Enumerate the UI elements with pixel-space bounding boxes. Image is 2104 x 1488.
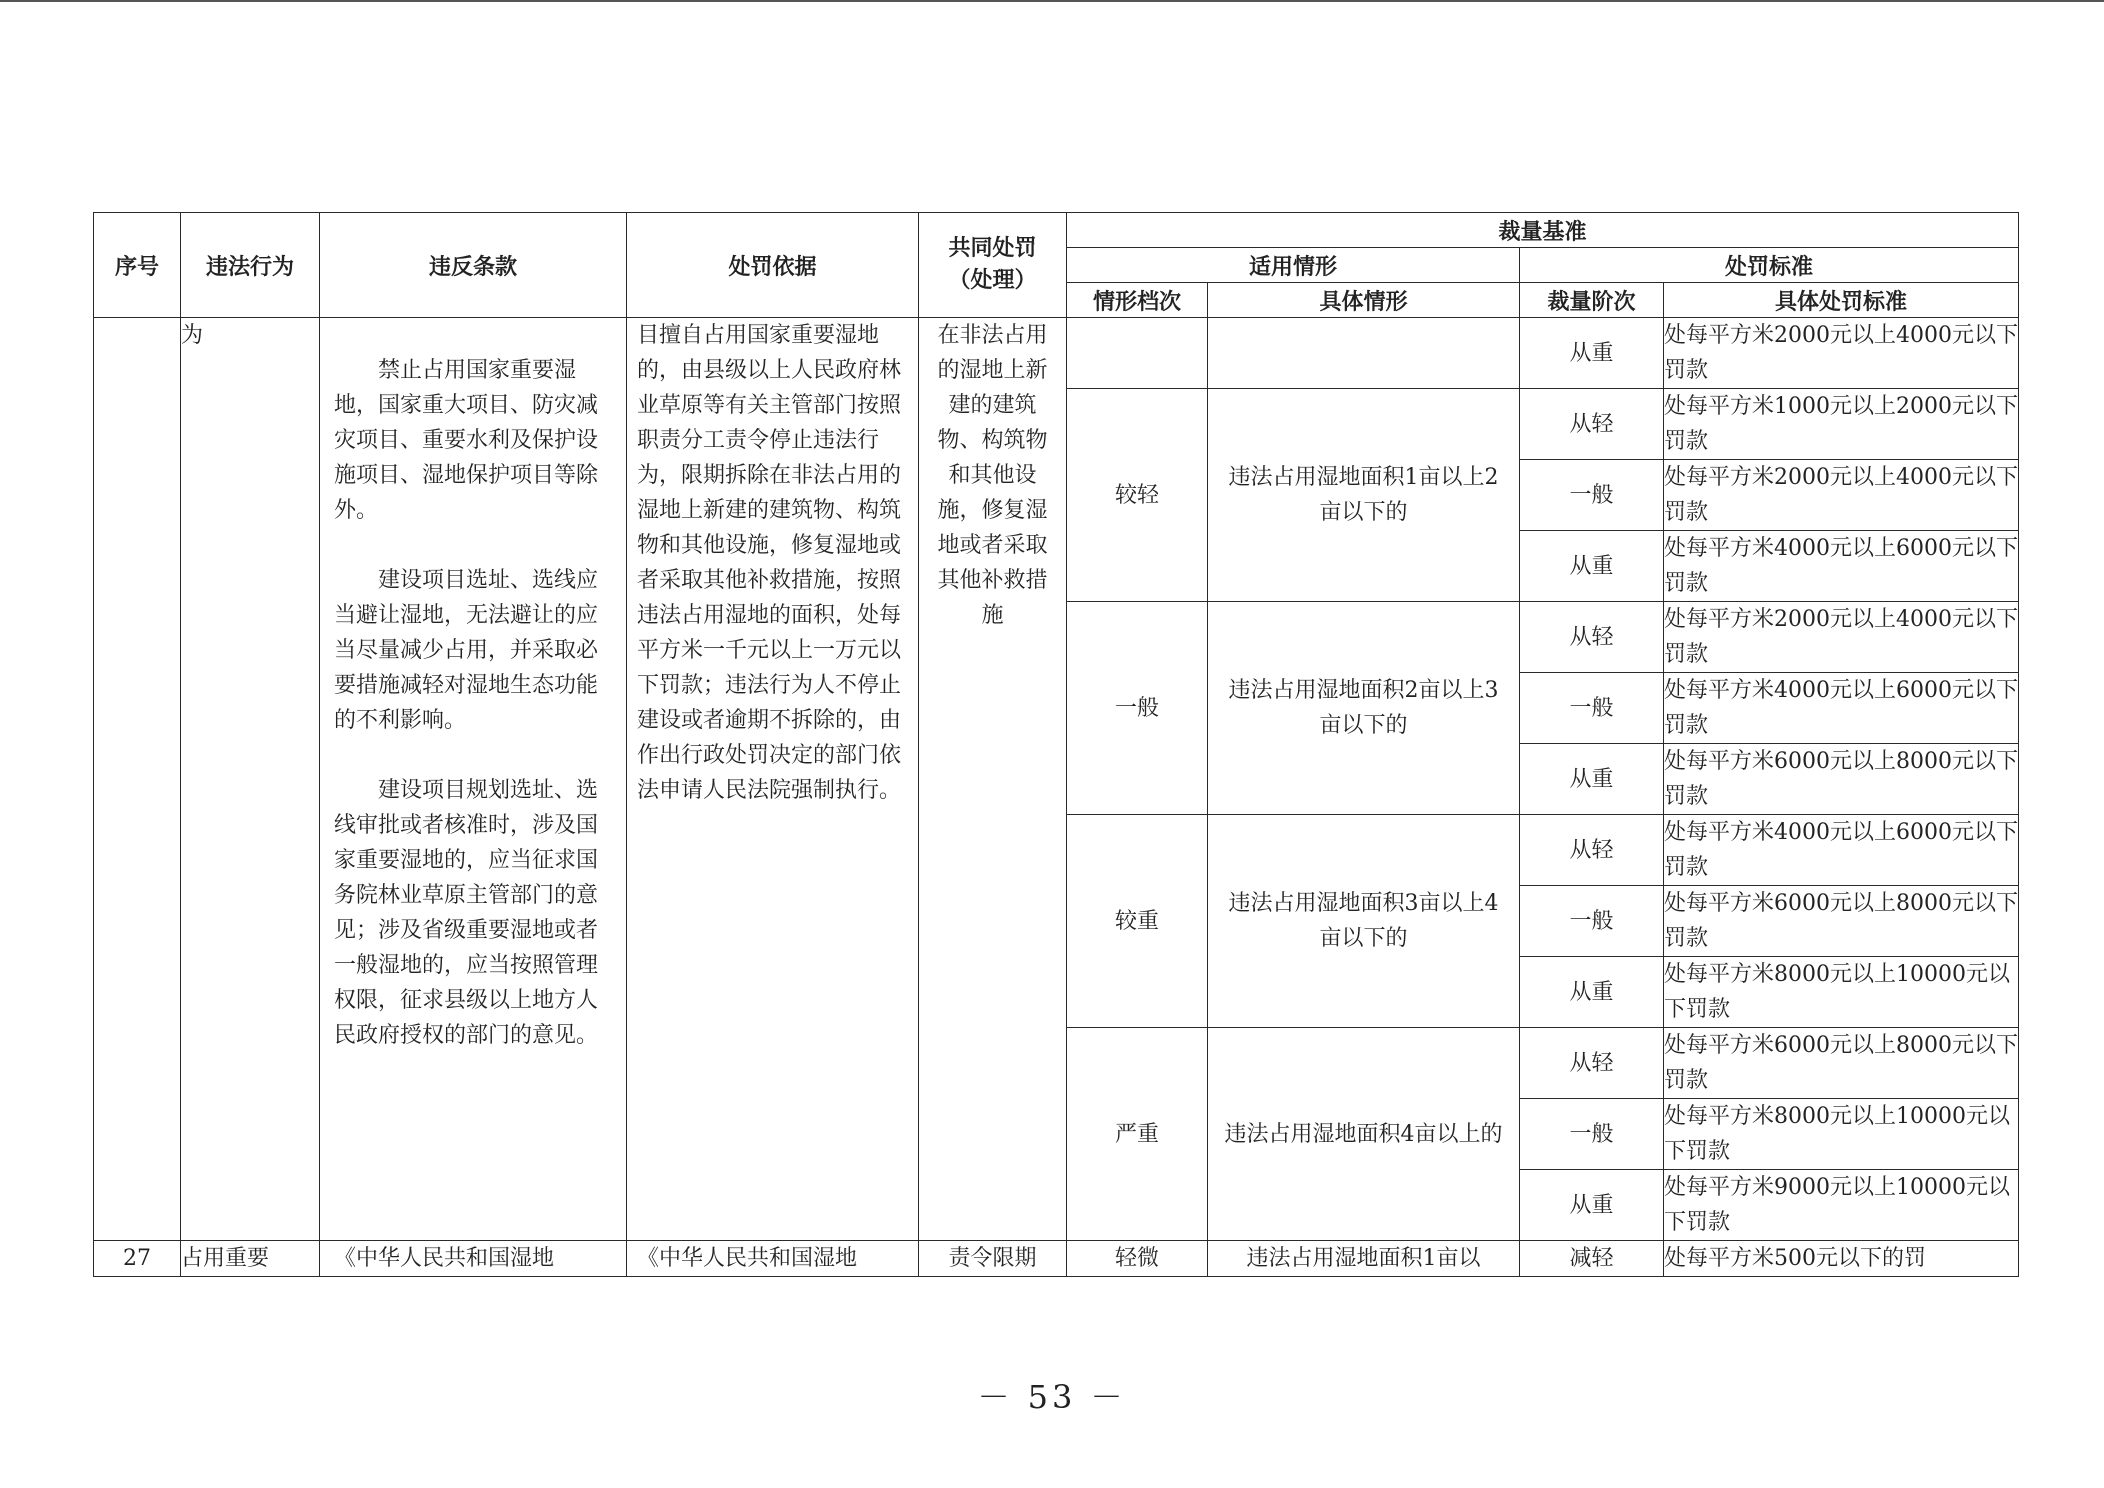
cell-penalty: 处每平方米8000元以上10000元以下罚款 xyxy=(1664,957,2019,1028)
cell-penalty: 处每平方米4000元以上6000元以下罚款 xyxy=(1664,531,2019,602)
cell-degree: 从重 xyxy=(1520,744,1664,815)
cell-situation: 违法占用湿地面积3亩以上4亩以下的 xyxy=(1208,815,1520,1028)
cell-penalty: 处每平方米1000元以上2000元以下罚款 xyxy=(1664,389,2019,460)
cell-penalty: 处每平方米2000元以上4000元以下罚款 xyxy=(1664,318,2019,389)
header-clause: 违反条款 xyxy=(320,213,627,318)
cell-degree: 一般 xyxy=(1520,1099,1664,1170)
clause-paragraph: 建设项目规划选址、选线审批或者核准时，涉及国家重要湿地的，应当征求国务院林业草原主管部门的意见；涉及省级重要湿地或者一般湿地的，应当按照管理权限，征求县级以上地方人民政府授权的部门的意见。 xyxy=(334,778,599,1048)
cell-level: 严重 xyxy=(1067,1028,1208,1241)
cell-degree-27: 减轻 xyxy=(1520,1241,1664,1277)
header-degree: 裁量阶次 xyxy=(1520,283,1664,318)
cell-situation: 违法占用湿地面积4亩以上的 xyxy=(1208,1028,1520,1241)
cell-penalty: 处每平方米8000元以上10000元以下罚款 xyxy=(1664,1099,2019,1170)
header-penalty: 具体处罚标准 xyxy=(1664,283,2019,318)
cell-penalty: 处每平方米4000元以上6000元以下罚款 xyxy=(1664,815,2019,886)
cell-degree: 一般 xyxy=(1520,886,1664,957)
cell-penalty: 处每平方米2000元以上4000元以下罚款 xyxy=(1664,460,2019,531)
cell-penalty: 处每平方米4000元以上6000元以下罚款 xyxy=(1664,673,2019,744)
cell-degree: 一般 xyxy=(1520,460,1664,531)
clause-paragraph: 建设项目选址、选线应当避让湿地，无法避让的应当尽量减少占用，并采取必要措施减轻对湿地生态功能的不利影响。 xyxy=(334,568,599,733)
cell-penalty: 处每平方米9000元以上10000元以下罚款 xyxy=(1664,1170,2019,1241)
cell-degree: 从轻 xyxy=(1520,602,1664,673)
cell-seq-26 xyxy=(94,318,181,1241)
cell-degree: 从轻 xyxy=(1520,389,1664,460)
header-act: 违法行为 xyxy=(181,213,320,318)
cell-joint-27: 责令限期 xyxy=(919,1241,1067,1277)
cell-penalty: 处每平方米6000元以上8000元以下罚款 xyxy=(1664,1028,2019,1099)
cell-level-empty xyxy=(1067,318,1208,389)
cell-degree: 从重 xyxy=(1520,1170,1664,1241)
cell-situation: 违法占用湿地面积2亩以上3亩以下的 xyxy=(1208,602,1520,815)
cell-degree: 从重 xyxy=(1520,531,1664,602)
cell-act-27: 占用重要 xyxy=(181,1241,320,1277)
header-basis: 处罚依据 xyxy=(627,213,919,318)
header-standard: 处罚标准 xyxy=(1520,248,2019,283)
cell-level: 较轻 xyxy=(1067,389,1208,602)
page-number: － 53 － xyxy=(977,1378,1127,1416)
cell-situation-27: 违法占用湿地面积1亩以 xyxy=(1208,1241,1520,1277)
cell-penalty: 处每平方米6000元以上8000元以下罚款 xyxy=(1664,886,2019,957)
clause-paragraph: 禁止占用国家重要湿地，国家重大项目、防灾减灾项目、重要水利及保护设施项目、湿地保护项目等除外。 xyxy=(334,358,599,523)
header-level: 情形档次 xyxy=(1067,283,1208,318)
cell-penalty: 处每平方米2000元以上4000元以下罚款 xyxy=(1664,602,2019,673)
cell-degree: 从轻 xyxy=(1520,1028,1664,1099)
cell-level: 一般 xyxy=(1067,602,1208,815)
cell-joint-26: 在非法占用的湿地上新建的建筑物、构筑物和其他设施，修复湿地或者采取其他补救措施 xyxy=(919,318,1067,1241)
cell-level: 较重 xyxy=(1067,815,1208,1028)
cell-act-26: 为 xyxy=(181,318,320,1241)
cell-basis-26: 目擅自占用国家重要湿地的，由县级以上人民政府林业草原等有关主管部门按照职责分工责令停止违法行为，限期拆除在非法占用的湿地上新建的建筑物、构筑物和其他设施，修复湿地或者采取其他补救措施，按照违法占用湿地的面积，处每平方米一千元以上一万元以下罚款；违法行为人不停止建设或者逾期不拆除的，由作出行政处罚决定的部门依法申请人民法院强制执行。 xyxy=(627,318,919,1241)
header-situation: 具体情形 xyxy=(1208,283,1520,318)
cell-basis-27: 《中华人民共和国湿地 xyxy=(627,1241,919,1277)
cell-clause-26 xyxy=(320,318,627,1241)
cell-degree: 一般 xyxy=(1520,673,1664,744)
cell-penalty: 处每平方米6000元以上8000元以下罚款 xyxy=(1664,744,2019,815)
discretion-standard-table xyxy=(93,212,2019,1277)
cell-degree: 从轻 xyxy=(1520,815,1664,886)
page-top-rule xyxy=(0,0,2104,2)
cell-level-27: 轻微 xyxy=(1067,1241,1208,1277)
header-seq: 序号 xyxy=(94,213,181,318)
header-joint: 共同处罚（处理） xyxy=(919,213,1067,318)
cell-penalty-27: 处每平方米500元以下的罚 xyxy=(1664,1241,2019,1277)
header-applicable: 适用情形 xyxy=(1067,248,1520,283)
cell-clause-27: 《中华人民共和国湿地 xyxy=(320,1241,627,1277)
cell-seq-27: 27 xyxy=(94,1241,181,1277)
cell-degree: 从重 xyxy=(1520,957,1664,1028)
cell-situation: 违法占用湿地面积1亩以上2亩以下的 xyxy=(1208,389,1520,602)
cell-degree: 从重 xyxy=(1520,318,1664,389)
cell-situation-empty xyxy=(1208,318,1520,389)
header-discretion: 裁量基准 xyxy=(1067,213,2019,248)
